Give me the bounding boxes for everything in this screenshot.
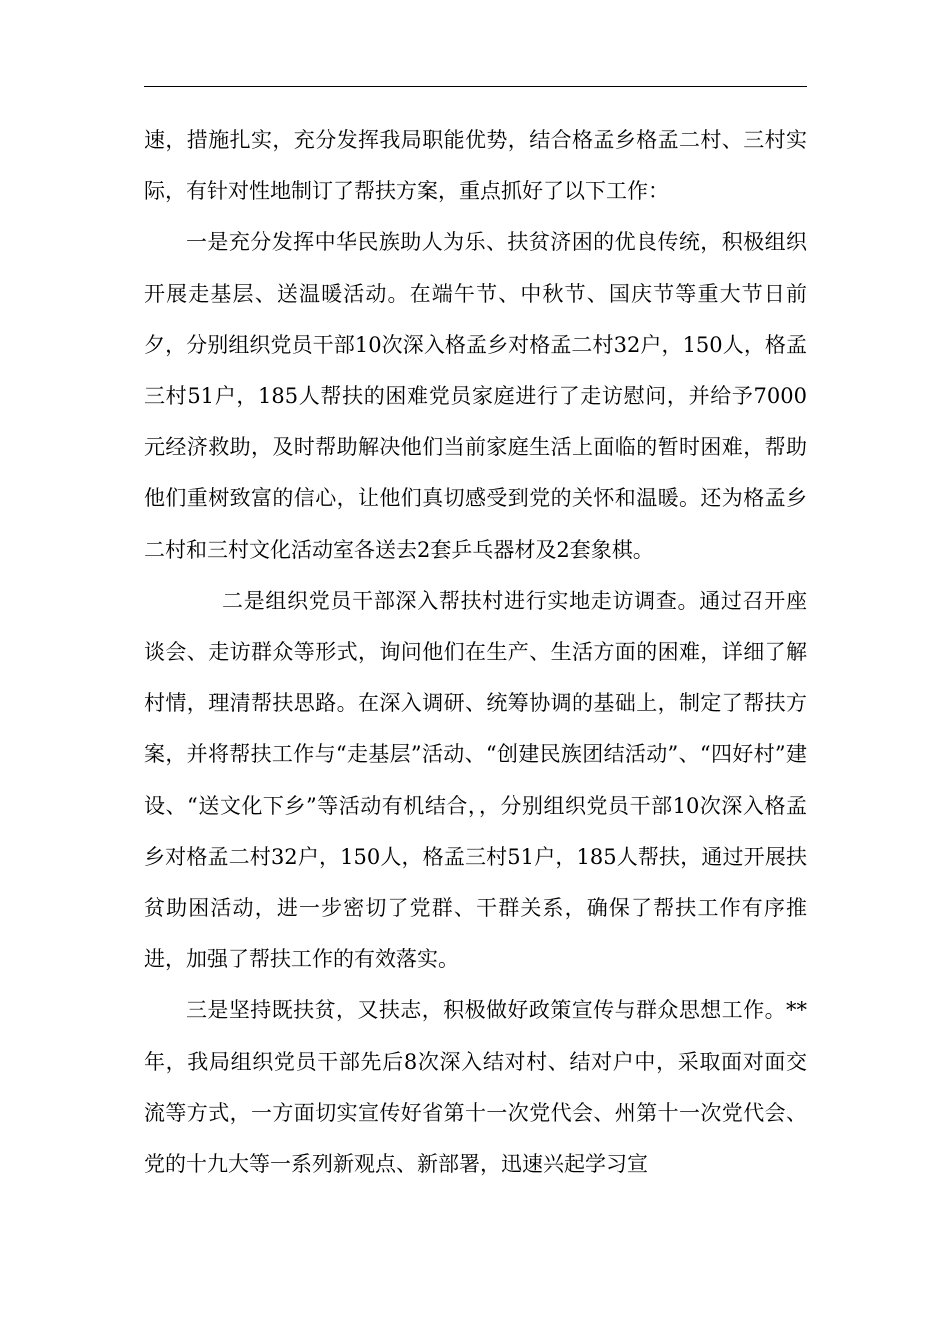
header-rule [144,86,807,87]
document-body [144,115,807,1190]
paragraph-three: 三是坚持既扶贫，又扶志，积极做好政策宣传与群众思想工作。**年，我局组织党员干部先后8次深入结对村、结对户中，采取面对面交流等方式，一方面切实宣传好省第十一次党代会、州第十一次党代会、党的十九大等一系列新观点、新部署，迅速兴起学习宣 [144,998,807,1177]
paragraph-one: 一是充分发挥中华民族助人为乐、扶贫济困的优良传统，积极组织开展走基层、送温暖活动。在端午节、中秋节、国庆节等重大节日前夕，分别组织党员干部10次深入格孟乡对格孟二村32户，150人，格孟三村51户，185人帮扶的困难党员家庭进行了走访慰问，并给予7000元经济救助，及时帮助解决他们当前家庭生活上面临的暂时困难，帮助他们重树致富的信心，让他们真切感受到党的关怀和温暖。还为格孟乡二村和三村文化活动室各送去2套乒乓器材及2套象棋。 [144,230,807,562]
paragraph-continuation: 速，措施扎实，充分发挥我局职能优势，结合格孟乡格孟二村、三村实际，有针对性地制订了帮扶方案，重点抓好了以下工作： [144,128,807,204]
paragraph-two: 二是组织党员干部深入帮扶村进行实地走访调查。通过召开座谈会、走访群众等形式，询问他们在生产、生活方面的困难，详细了解村情，理清帮扶思路。在深入调研、统筹协调的基础上，制定了帮扶方案，并将帮扶工作与“走基层”活动、“创建民族团结活动”、“四好村”建设、“送文化下乡”等活动有机结合，，分别组织党员干部10次深入格孟乡对格孟二村32户，150人，格孟三村51户，185人帮扶，通过开展扶贫助困活动，进一步密切了党群、干群关系，确保了帮扶工作有序推进，加强了帮扶工作的有效落实。 [144,588,807,972]
